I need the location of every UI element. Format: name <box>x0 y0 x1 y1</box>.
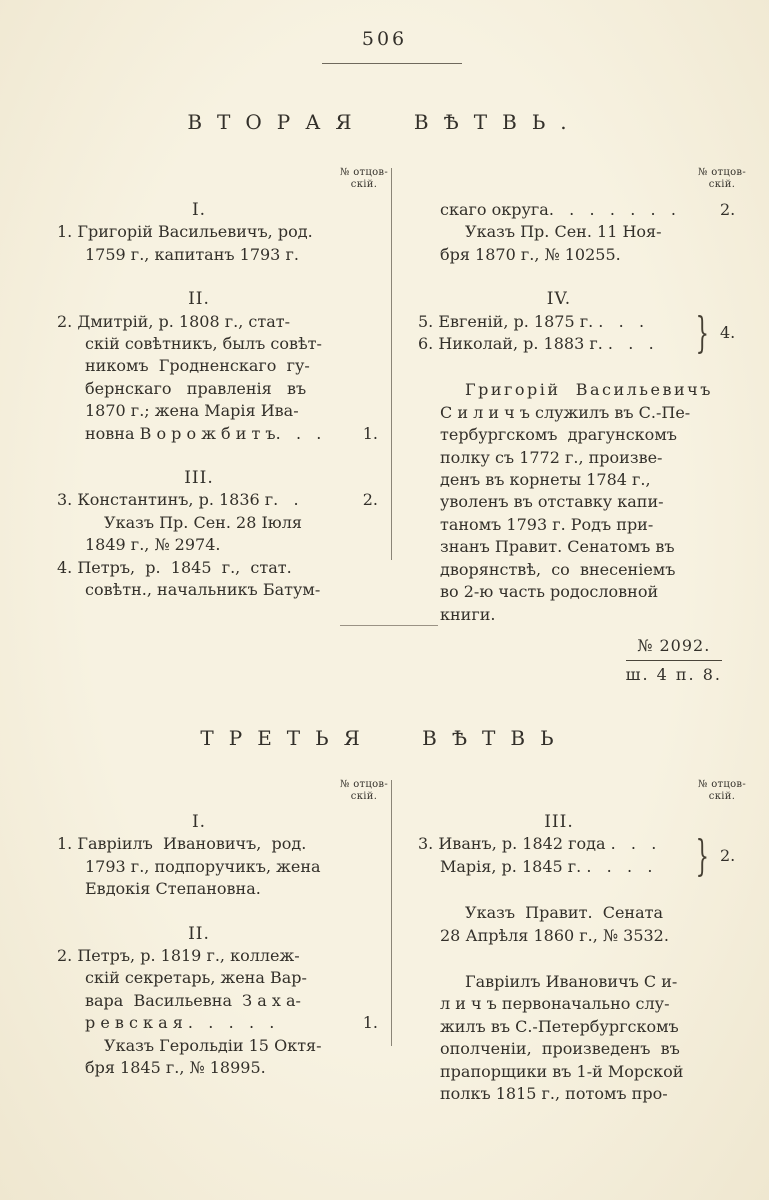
father-ref-gutter <box>700 491 762 513</box>
father-ref-number: 2. <box>720 200 736 219</box>
text-line: 1. Григорій Васильевичъ, род. <box>57 222 313 242</box>
text-line-row <box>418 833 689 855</box>
text-line: 2. Петръ, р. 1819 г., коллеж- <box>57 946 300 966</box>
text-line-row <box>418 221 762 243</box>
father-ref-gutter <box>341 244 391 266</box>
generation-heading: IV. <box>546 289 572 310</box>
text-line-row <box>418 925 762 947</box>
branch2-right-rows <box>418 165 762 626</box>
father-ref-number: 1. <box>362 1013 378 1033</box>
branch3-left-rows <box>57 777 391 1079</box>
text-line-row <box>57 833 391 855</box>
father-ref-gutter <box>341 833 391 855</box>
text-line: бря 1870 г., № 10255. <box>440 244 621 264</box>
father-ref-gutter <box>341 945 391 967</box>
text-line: тербургскомъ драгунскомъ <box>440 425 677 445</box>
father-ref-gutter <box>700 379 762 401</box>
father-number-header-line2: скій. <box>350 178 378 190</box>
text-line: р е в с к а я . . . . . <box>85 1013 275 1033</box>
brace-icon: } <box>695 308 710 358</box>
text-line-row <box>418 491 762 513</box>
record-reference <box>418 635 762 687</box>
text-line-row <box>57 534 391 556</box>
text-line-row <box>418 1038 762 1060</box>
father-ref-gutter <box>700 402 762 424</box>
text-line: 28 Апрѣля 1860 г., № 3532. <box>440 925 669 945</box>
text-line: 1793 г., подпоручикъ, жена <box>85 856 321 876</box>
text-line: книги. <box>440 604 496 624</box>
page-number: 506 <box>361 28 408 50</box>
text-line-row <box>418 199 762 221</box>
branch2-title: ВТОРАЯ ВѢТВЬ. <box>187 110 582 134</box>
father-ref-gutter <box>341 990 391 1012</box>
brace-icon: } <box>695 830 710 880</box>
text-line: 2. Дмитрій, р. 1808 г., стат- <box>57 311 290 331</box>
father-ref-gutter <box>700 604 762 626</box>
text-line-row <box>418 424 762 446</box>
text-line-row <box>57 579 391 601</box>
text-line: скаго округа. . . . . . . <box>440 200 676 219</box>
text-line-row <box>57 512 391 534</box>
text-line: 1849 г., № 2974. <box>85 535 221 555</box>
father-ref-gutter <box>341 557 391 579</box>
father-ref-number: 4. <box>720 322 736 342</box>
text-line-row <box>57 856 391 878</box>
generation-heading: II. <box>188 923 210 944</box>
text-line-row <box>418 514 762 536</box>
text-line-row <box>57 1012 391 1034</box>
father-ref-gutter <box>700 1083 762 1105</box>
text-line: 1759 г., капитанъ 1793 г. <box>85 244 299 264</box>
text-line: ополченіи, произведенъ въ <box>440 1039 680 1059</box>
text-line-row <box>57 400 391 422</box>
father-number-header-line1: № отцов- <box>339 167 389 178</box>
text-line: Указъ Правит. Сената <box>465 903 663 923</box>
text-line-row <box>418 333 689 355</box>
father-ref-gutter <box>700 559 762 581</box>
text-line: Марія, р. 1845 г. . . . . <box>440 856 653 876</box>
father-ref-gutter <box>700 447 762 469</box>
text-line-row <box>418 993 762 1015</box>
text-line: 3. Иванъ, р. 1842 года . . . <box>418 834 657 854</box>
branch2-left-column <box>57 165 391 602</box>
branch2-left-rows <box>57 165 391 602</box>
father-ref-gutter <box>341 333 391 355</box>
text-line-row <box>57 557 391 579</box>
father-ref-gutter <box>341 512 391 534</box>
father-ref-gutter <box>700 971 762 993</box>
text-line-row <box>57 967 391 989</box>
text-line: 6. Николай, р. 1883 г. . . . <box>418 334 654 354</box>
text-line: 3. Константинъ, р. 1836 г. . <box>57 490 299 510</box>
father-ref-gutter <box>341 378 391 400</box>
text-line-row <box>418 581 762 603</box>
father-number-header-line1: № отцов- <box>697 779 747 790</box>
father-number-header-line2: скій. <box>708 178 736 190</box>
text-line: дворянствѣ, со внесеніемъ <box>440 559 676 579</box>
father-ref-gutter <box>341 856 391 878</box>
text-line-row <box>57 311 391 333</box>
text-line-row <box>57 489 391 511</box>
text-line-row <box>418 447 762 469</box>
text-line: скій секретарь, жена Вар- <box>85 968 307 988</box>
text-line-row <box>418 604 762 626</box>
text-line-row <box>57 1057 391 1079</box>
father-ref-gutter <box>700 902 762 924</box>
text-line-row <box>418 559 762 581</box>
father-ref-gutter <box>700 221 762 243</box>
generation-heading: I. <box>191 200 207 220</box>
father-number-header-line1: № отцов- <box>339 779 389 790</box>
father-ref-gutter <box>341 1057 391 1079</box>
entry <box>418 971 762 1105</box>
father-ref-gutter <box>700 536 762 558</box>
text-line: совѣтн., начальникъ Батум- <box>85 580 321 600</box>
text-line: новна В о р о ж б и т ъ. . . <box>85 423 322 443</box>
text-line-row <box>57 1035 391 1057</box>
father-number-header-line2: скій. <box>708 790 736 802</box>
text-line-row <box>418 902 762 924</box>
entry <box>57 945 391 1079</box>
text-line-row <box>418 971 762 993</box>
text-line: жилъ въ С.-Петербургскомъ <box>440 1016 679 1036</box>
text-line-row <box>418 402 762 424</box>
text-line-row <box>57 355 391 377</box>
father-ref-gutter <box>341 534 391 556</box>
section-divider-rule <box>340 625 438 626</box>
father-ref-gutter <box>700 581 762 603</box>
entry <box>418 902 762 947</box>
text-line: С и л и ч ъ служилъ въ С.-Пе- <box>440 402 691 422</box>
text-line-row <box>418 1083 762 1105</box>
text-line: прапорщики въ 1-й Морской <box>440 1061 684 1081</box>
father-ref-number: 2. <box>720 845 736 865</box>
brace-entry <box>418 830 762 880</box>
father-ref-gutter <box>341 311 391 333</box>
text-line: 1870 г.; жена Марія Ива- <box>85 401 299 421</box>
father-ref-gutter <box>700 993 762 1015</box>
father-ref-gutter <box>700 469 762 491</box>
text-line: Евдокія Степановна. <box>85 879 261 899</box>
father-number-column-header <box>337 779 391 802</box>
text-line: Указъ Пр. Сен. 11 Ноя- <box>465 222 662 242</box>
generation-heading: III. <box>544 812 574 832</box>
brace-lines <box>418 311 689 356</box>
father-ref-gutter <box>700 1016 762 1038</box>
branch3-right-column <box>418 777 762 1105</box>
text-line: никомъ Гродненскаго гу- <box>85 356 310 376</box>
text-line: уволенъ въ отставку капи- <box>440 492 664 512</box>
father-ref-gutter <box>341 1035 391 1057</box>
text-line: 1. Гавріилъ Ивановичъ, род. <box>57 834 307 854</box>
father-ref-gutter <box>341 400 391 422</box>
text-line-row <box>57 244 391 266</box>
text-line: Гавріилъ Ивановичъ С и- <box>465 972 678 992</box>
text-line: Указъ Герольдіи 15 Октя- <box>104 1035 322 1055</box>
text-line-row <box>57 990 391 1012</box>
record-number: № 2092. <box>626 635 722 661</box>
father-ref-gutter <box>700 514 762 536</box>
father-ref-gutter <box>341 221 391 243</box>
branch2-right-column <box>418 165 762 687</box>
father-ref-gutter <box>341 355 391 377</box>
record-signature: ш. 4 п. 8. <box>625 665 722 685</box>
column-divider-rule <box>391 168 392 560</box>
father-ref-number: 1. <box>362 423 378 443</box>
text-line-row <box>57 221 391 243</box>
father-ref-gutter <box>700 244 762 266</box>
text-line-row <box>57 945 391 967</box>
text-line-row <box>418 469 762 491</box>
text-line: бернскаго правленія въ <box>85 378 307 398</box>
entry <box>418 199 762 266</box>
father-ref-gutter <box>700 925 762 947</box>
father-ref-gutter <box>700 1038 762 1060</box>
text-line-row <box>418 1061 762 1083</box>
father-number-column-header <box>692 167 752 190</box>
father-ref-gutter <box>700 1061 762 1083</box>
father-ref-gutter <box>341 878 391 900</box>
father-ref-number: 2. <box>362 490 378 510</box>
father-ref-gutter <box>700 424 762 446</box>
entry <box>57 833 391 900</box>
father-number-column-header <box>692 779 752 802</box>
entry <box>57 489 391 556</box>
text-line-row <box>418 856 689 878</box>
text-line: вара Васильевна З а х а- <box>85 990 301 1010</box>
text-line: л и ч ъ первоначально слу- <box>440 994 670 1014</box>
text-line: таномъ 1793 г. Родъ при- <box>440 514 654 534</box>
branch3-right-rows <box>418 777 762 1105</box>
text-line-row <box>57 378 391 400</box>
text-line-row <box>418 379 762 401</box>
brace-entry <box>418 308 762 358</box>
text-line: Указъ Пр. Сен. 28 Іюля <box>104 512 302 532</box>
text-line-row <box>57 333 391 355</box>
generation-heading: II. <box>188 289 210 310</box>
entry <box>57 221 391 266</box>
father-number-column-header <box>337 167 391 190</box>
text-line: знанъ Правит. Сенатомъ въ <box>440 537 675 557</box>
text-line: скій совѣтникъ, былъ совѣт- <box>85 334 322 354</box>
father-ref-gutter <box>341 967 391 989</box>
branch3-title: ТРЕТЬЯ ВѢТВЬ <box>200 726 569 750</box>
text-line: денъ въ корнеты 1784 г., <box>440 470 651 490</box>
record-reference-inner <box>626 635 722 687</box>
text-line: полку съ 1772 г., произве- <box>440 447 663 467</box>
text-line: бря 1845 г., № 18995. <box>85 1058 266 1078</box>
father-number-header-line2: скій. <box>350 790 378 802</box>
text-line: полкъ 1815 г., потомъ про- <box>440 1084 668 1104</box>
text-line-row <box>418 311 689 333</box>
text-line: 4. Петръ, р. 1845 г., стат. <box>57 557 292 577</box>
father-ref-gutter <box>341 579 391 601</box>
text-line-row <box>418 536 762 558</box>
text-line-row <box>57 878 391 900</box>
father-number-header-line1: № отцов- <box>697 167 747 178</box>
text-line-row <box>418 1016 762 1038</box>
text-line: Григорій Васильевичъ <box>465 380 713 400</box>
generation-heading: III. <box>184 468 214 489</box>
brace-lines <box>418 833 689 878</box>
entry <box>418 379 762 625</box>
text-line-row <box>57 423 391 445</box>
branch3-left-column <box>57 777 391 1079</box>
entry <box>57 311 391 445</box>
page-number-rule <box>322 63 462 64</box>
text-line: 5. Евгеній, р. 1875 г. . . . <box>418 311 645 331</box>
generation-heading: I. <box>191 812 207 832</box>
column-divider-rule <box>391 780 392 1046</box>
entry <box>57 557 391 602</box>
text-line-row <box>418 244 762 266</box>
text-line: во 2-ю часть родословной <box>440 582 659 602</box>
